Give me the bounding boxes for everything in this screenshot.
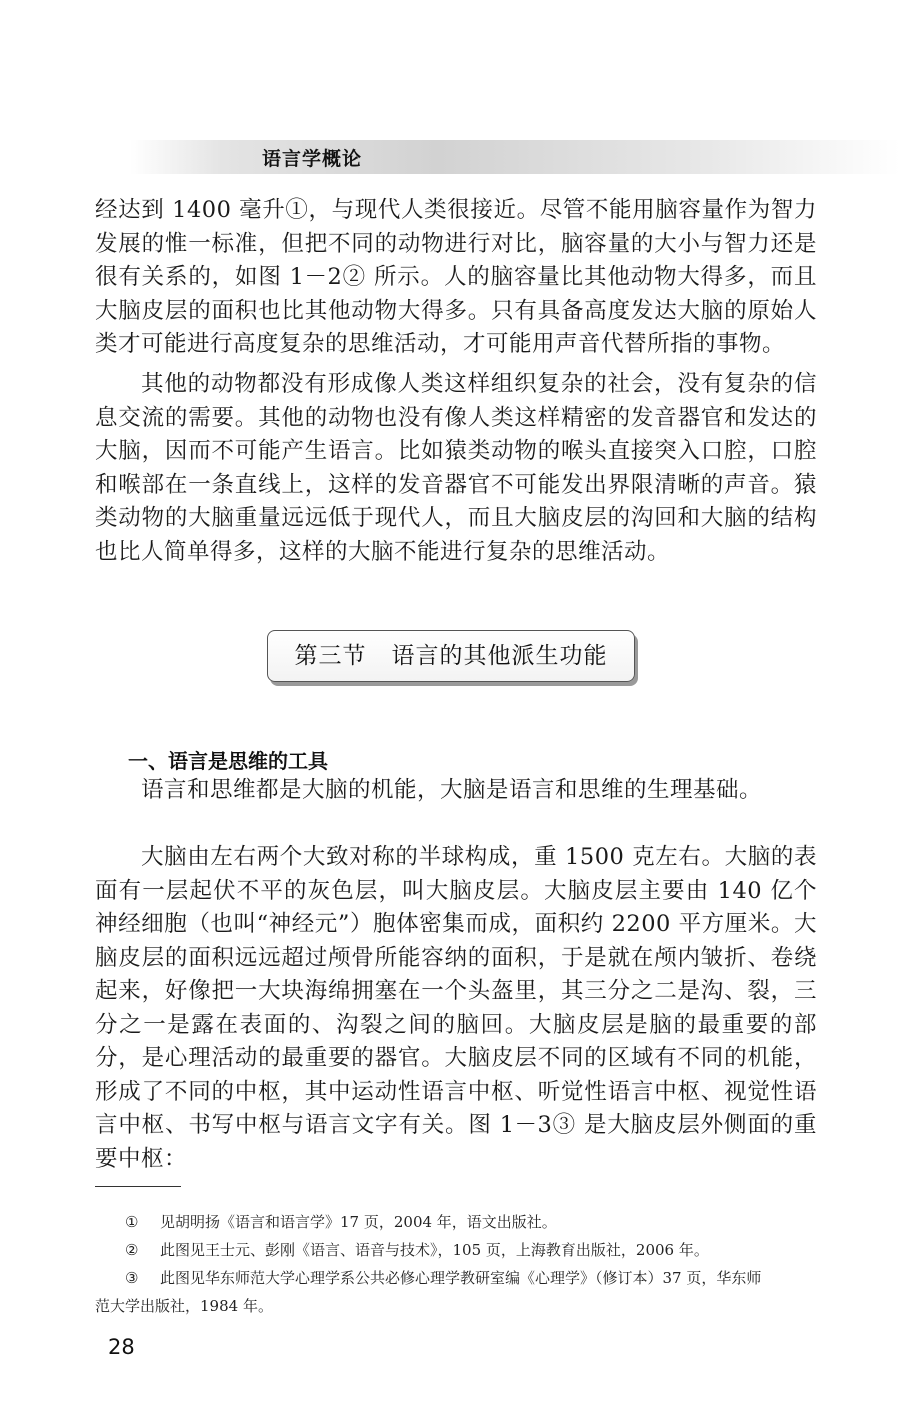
footnote-text: 此图见王士元、彭刚《语言、语音与技术》，105 页，上海教育出版社，2006 年。: [160, 1241, 709, 1259]
paragraph-brain-volume: 经达到 1400 毫升①，与现代人类很接近。尽管不能用脑容量作为智力发展的惟一标准，但把不同的动物进行对比，脑容量的大小与智力还是很有关系的，如图 1－2② 所示。人的脑容量比其他动物大得多，而且大脑皮层的面积也比其他动物大得多。只有具备高度发达大脑的原始人类才可能进行高度复杂的思维活动，才可能用声音代替所指的事物。: [95, 197, 817, 357]
footnote-3: [125, 1264, 825, 1292]
footnote-mark: ①: [125, 1213, 139, 1231]
page-number: 28: [108, 1335, 135, 1359]
footnotes: [95, 1208, 825, 1320]
section-number: 第三节: [294, 643, 367, 669]
section-heading: [267, 630, 635, 682]
footnote-text: 此图见华东师范大学心理学系公共必修心理学教研室编《心理学》（修订本）37 页，华东师: [160, 1269, 762, 1287]
running-header-band: [130, 140, 900, 174]
footnote-text: 见胡明扬《语言和语言学》17 页，2004 年，语文出版社。: [160, 1213, 557, 1231]
footnote-mark: ②: [125, 1241, 139, 1259]
subsection-heading: 一、语言是思维的工具: [128, 749, 328, 773]
footnote-1: [125, 1208, 825, 1236]
paragraph-brain-function: 语言和思维都是大脑的机能，大脑是语言和思维的生理基础。: [141, 777, 763, 803]
footnote-3-continuation: [95, 1292, 825, 1320]
footnote-mark: ③: [125, 1269, 139, 1287]
paragraph-cerebral-cortex: 大脑由左右两个大致对称的半球构成，重 1500 克左右。大脑的表面有一层起伏不平的灰色层，叫大脑皮层。大脑皮层主要由 140 亿个神经细胞（也叫“神经元”）胞体密集而成，面积约 2200 平方厘米。大脑皮层的面积远远超过颅骨所能容纳的面积，于是就在颅内皱折、卷绕起来，好像把一大块海绵拥塞在一个头盔里，其三分之二是沟、裂，三分之一是露在表面的、沟裂之间的脑回。大脑皮层是脑的最重要的部分，是心理活动的最重要的器官。大脑皮层不同的区域有不同的机能，形成了不同的中枢，其中运动性语言中枢、听觉性语言中枢、视觉性语言中枢、书写中枢与语言文字有关。图 1－3③ 是大脑皮层外侧面的重要中枢：: [95, 844, 817, 1172]
footnote-divider: [95, 1186, 181, 1187]
section-title: 语言的其他派生功能: [391, 643, 608, 669]
paragraph-other-animals: 其他的动物都没有形成像人类这样组织复杂的社会，没有复杂的信息交流的需要。其他的动物也没有像人类这样精密的发音器官和发达的大脑，因而不可能产生语言。比如猿类动物的喉头直接突入口腔，口腔和喉部在一条直线上，这样的发音器官不可能发出界限清晰的声音。猿类动物的大脑重量远远低于现代人，而且大脑皮层的沟回和大脑的结构也比人简单得多，这样的大脑不能进行复杂的思维活动。: [95, 371, 817, 565]
footnote-2: [125, 1236, 825, 1264]
running-header-title: 语言学概论: [262, 148, 363, 170]
footnote-text: 范大学出版社，1984 年。: [95, 1297, 273, 1315]
